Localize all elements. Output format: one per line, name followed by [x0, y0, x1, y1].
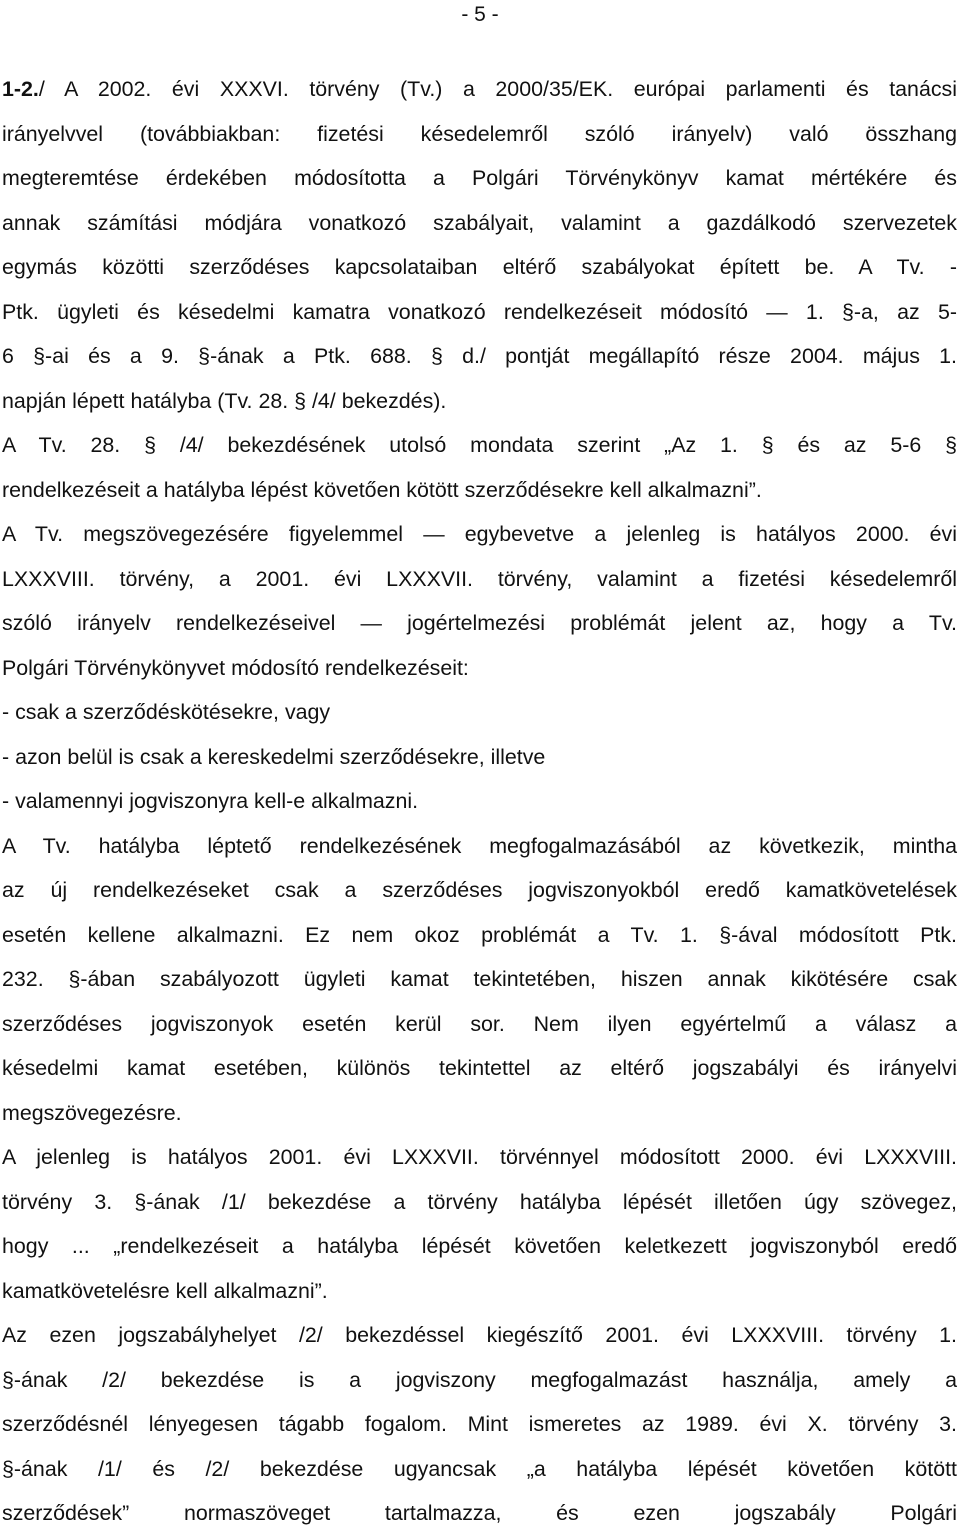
text-line: [2, 379, 957, 424]
line-text: §-ának /1/ és /2/ bekezdése ugyancsak „a hatályba lépését követően kötött: [2, 1456, 957, 1481]
paragraph-p3: [2, 512, 957, 824]
text-line: [2, 1135, 957, 1180]
line-text: rendelkezéseit a hatályba lépést követően kötött szerződésekre kell alkalmazni”.: [2, 477, 762, 502]
line-text: kamatkövetelésre kell alkalmazni”.: [2, 1278, 328, 1303]
line-text: szerződésnél lényegesen tágabb fogalom. Mint ismeretes az 1989. évi X. törvény 3.: [2, 1412, 957, 1436]
text-line: [2, 512, 957, 557]
line-text: LXXXVIII. törvény, a 2001. évi LXXXVII. törvény, valamint a fizetési késedelemről: [2, 566, 957, 591]
text-line: [2, 201, 957, 246]
line-text: az új rendelkezéseket csak a szerződéses jogviszonyokból eredő kamatkövetelések: [2, 878, 957, 902]
text-line: [2, 957, 957, 1002]
line-text: A Tv. hatályba léptető rendelkezésének megfogalmazásából az következik, mintha: [2, 833, 957, 858]
text-line: [2, 245, 957, 290]
text-line: [2, 1180, 957, 1225]
text-line: [2, 423, 957, 468]
line-text: §-ának /2/ bekezdése is a jogviszony megfogalmazást használja, amely a: [2, 1367, 957, 1392]
line-text: annak számítási módjára vonatkozó szabályait, valamint a gazdálkodó szervezetek: [2, 210, 957, 235]
text-line: [2, 779, 957, 824]
text-line: [2, 735, 957, 780]
text-line: [2, 156, 957, 201]
line-text: A jelenleg is hatályos 2001. évi LXXXVII. törvénnyel módosított 2000. évi LXXXVIII.: [2, 1145, 957, 1169]
text-line: [2, 601, 957, 646]
line-text: késedelmi kamat esetében, különös tekintettel az eltérő jogszabályi és irányelvi: [2, 1056, 957, 1080]
line-text: - csak a szerződéskötésekre, vagy: [2, 700, 331, 724]
text-line: [2, 868, 957, 913]
line-text: - azon belül is csak a kereskedelmi szerződésekre, illetve: [2, 744, 546, 769]
text-line: [2, 1046, 957, 1091]
text-line: [2, 913, 957, 958]
line-text: A Tv. megszövegezésére figyelemmel — egybevetve a jelenleg is hatályos 2000. évi: [2, 522, 957, 546]
line-text: hogy ... „rendelkezéseit a hatályba lépését követően keletkezett jogviszonyból eredő: [2, 1234, 957, 1258]
text-line: [2, 468, 957, 513]
paragraph-p1: [2, 67, 957, 423]
line-text: Polgári Törvénykönyvet módosító rendelkezéseit:: [2, 655, 469, 680]
document-body: [2, 67, 957, 1536]
text-line: [2, 334, 957, 379]
line-text: 232. §-ában szabályozott ügyleti kamat tekintetében, hiszen annak kikötésére csak: [2, 967, 957, 991]
line-text: irányelvvel (továbbiakban: fizetési késedelemről szóló irányelv) való összhang: [2, 121, 957, 146]
section-number: 1-2.: [2, 77, 39, 101]
line-text: / A 2002. évi XXXVI. törvény (Tv.) a 2000/35/EK. európai parlamenti és tanácsi: [38, 77, 957, 101]
text-line: [2, 1313, 957, 1358]
text-line: [2, 67, 957, 112]
line-text: szerződéses jogviszonyok esetén kerül sor. Nem ilyen egyértelmű a válasz a: [2, 1011, 957, 1036]
text-line: [2, 1091, 957, 1136]
text-line: [2, 112, 957, 157]
paragraph-p6: [2, 1313, 957, 1536]
line-text: megszövegezésre.: [2, 1100, 182, 1125]
line-text: szerződések” normaszöveget tartalmazza, és ezen jogszabály Polgári: [2, 1501, 957, 1525]
paragraph-p2: [2, 423, 957, 512]
text-line: [2, 557, 957, 602]
text-line: [2, 1269, 957, 1314]
text-line: [2, 1447, 957, 1492]
text-line: [2, 824, 957, 869]
line-text: egymás közötti szerződéses kapcsolataiban eltérő szabályokat épített be. A Tv. -: [2, 255, 957, 279]
text-line: [2, 1491, 957, 1536]
text-line: [2, 290, 957, 335]
paragraph-p4: [2, 824, 957, 1136]
text-line: [2, 1402, 957, 1447]
text-line: [2, 1002, 957, 1047]
text-line: [2, 690, 957, 735]
line-text: 6 §-ai és a 9. §-ának a Ptk. 688. § d./ pontját megállapító része 2004. május 1.: [2, 344, 957, 368]
text-line: [2, 1224, 957, 1269]
text-line: [2, 1358, 957, 1403]
text-line: [2, 646, 957, 691]
line-text: esetén kellene alkalmazni. Ez nem okoz problémát a Tv. 1. §-ával módosított Ptk.: [2, 922, 957, 947]
line-text: megteremtése érdekében módosította a Polgári Törvénykönyv kamat mértékére és: [2, 166, 957, 190]
line-text: A Tv. 28. § /4/ bekezdésének utolsó mondata szerint „Az 1. § és az 5-6 §: [2, 433, 957, 457]
line-text: szóló irányelv rendelkezéseivel — jogértelmezési problémát jelent az, hogy a Tv.: [2, 611, 957, 635]
paragraph-p5: [2, 1135, 957, 1313]
line-text: - valamennyi jogviszonyra kell-e alkalmazni.: [2, 789, 419, 813]
page-number: - 5 -: [461, 3, 499, 26]
line-text: Ptk. ügyleti és késedelmi kamatra vonatkozó rendelkezéseit módosító — 1. §-a, az 5-: [2, 299, 957, 324]
line-text: törvény 3. §-ának /1/ bekezdése a törvény hatályba lépését illetően úgy szövegez,: [2, 1189, 957, 1214]
line-text: Az ezen jogszabályhelyet /2/ bekezdéssel kiegészítő 2001. évi LXXXVIII. törvény 1.: [2, 1323, 957, 1347]
line-text: napján lépett hatályba (Tv. 28. § /4/ bekezdés).: [2, 388, 447, 413]
